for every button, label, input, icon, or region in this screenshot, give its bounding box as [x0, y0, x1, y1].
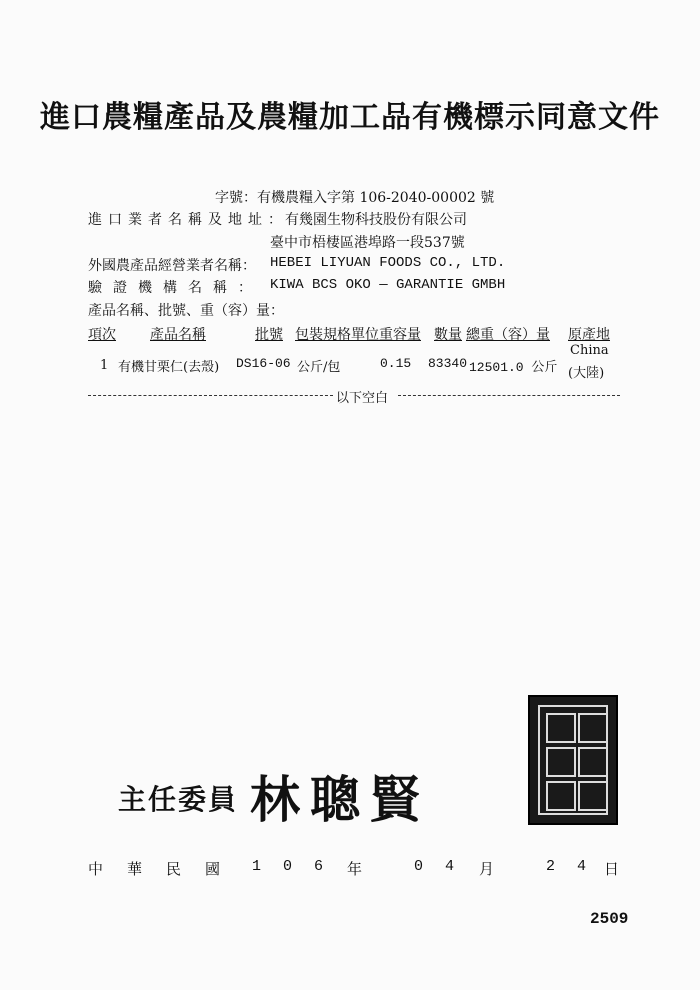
- row-total-weight: 12501.0 公斤: [469, 360, 558, 375]
- header-total-weight: 總重（容）量: [466, 327, 550, 343]
- importer-name: 有幾園生物科技股份有限公司: [285, 212, 467, 228]
- certification-body-label: 驗證機構名稱：: [88, 280, 263, 296]
- header-item: 項次: [88, 327, 116, 343]
- document-title: 進口農糧產品及農糧加工品有機標示同意文件: [40, 100, 660, 135]
- date-year-unit: 年: [347, 860, 363, 878]
- row-batch: DS16-06: [236, 356, 291, 371]
- header-product-name: 產品名稱: [150, 327, 206, 343]
- date-era: 中華民國: [88, 860, 245, 878]
- header-pack-spec: 包裝規格單位重容量: [295, 327, 421, 343]
- date-year: 106: [252, 858, 346, 875]
- importer-address: 臺中市梧棲區港埠路一段537號: [270, 235, 465, 251]
- divider-left: [88, 395, 333, 396]
- official-seal: [528, 695, 618, 825]
- divider-right: [398, 395, 620, 396]
- importer-label: 進口業者名稱及地址：: [88, 212, 288, 228]
- date-day: 24: [546, 858, 609, 875]
- page-number: 2509: [590, 910, 629, 928]
- certification-body-name: KIWA BCS OKO — GARANTIE GMBH: [270, 277, 506, 293]
- product-section-label: 產品名稱、批號、重（容）量：: [88, 303, 284, 319]
- signatory-name: 林聰賢: [250, 770, 430, 829]
- row-quantity: 83340: [428, 356, 468, 371]
- foreign-operator-label: 外國農產品經營業者名稱：: [88, 258, 256, 274]
- header-quantity: 數量: [434, 327, 462, 343]
- row-pack-quantity: 0.15: [380, 356, 412, 371]
- date-month: 04: [414, 858, 477, 875]
- header-origin: 原產地: [568, 327, 610, 343]
- signatory-title: 主任委員: [118, 783, 239, 816]
- row-unit: 公斤/包: [297, 360, 341, 375]
- row-item-number: 1: [100, 358, 109, 373]
- row-origin-en: China: [570, 343, 609, 358]
- row-origin-zh: (大陸): [568, 366, 605, 381]
- date-month-unit: 月: [479, 860, 495, 878]
- date-day-unit: 日: [604, 860, 620, 878]
- blank-below-marker: 以下空白: [336, 391, 389, 406]
- header-batch: 批號: [255, 327, 283, 343]
- row-product-name: 有機甘栗仁(去殼): [118, 360, 220, 375]
- foreign-operator-name: HEBEI LIYUAN FOODS CO., LTD.: [270, 255, 506, 271]
- reference-number: 字號：有機農糧入字第 106-2040-00002 號: [215, 190, 495, 206]
